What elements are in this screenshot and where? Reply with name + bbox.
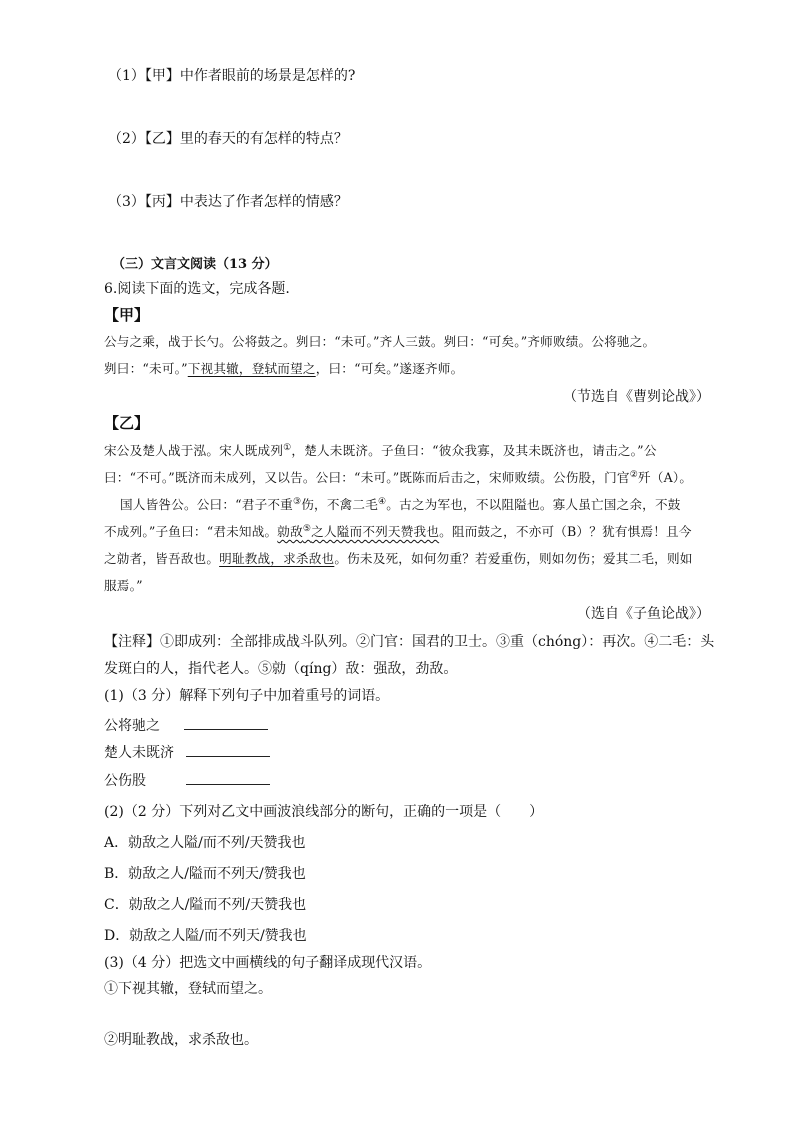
notes-line-2: 发斑白的人，指代老人。⑤勍（qíng）敌：强敌，劲敌。 xyxy=(104,661,458,677)
q2-option-d[interactable]: D．勍敌之人隘/而不列天/赞我也 xyxy=(104,928,307,944)
q2-stem: (2)（2 分）下列对乙文中画波浪线部分的断句，正确的一项是（ ） xyxy=(104,804,544,820)
question-1: （1）【甲】中作者眼前的场景是怎样的? xyxy=(108,68,356,84)
text-run: 不成列。”子鱼曰：“君未知战。 xyxy=(104,524,278,539)
passage-jia-line-1: 公与之乘，战于长勺。公将鼓之。刿曰：“未可。”齐人三鼓。刿曰：“可矣。”齐师败绩。公将驰之。 xyxy=(104,334,656,349)
text-run: 。古之为军也，不以阻隘也。寡人虽亡国之余，不鼓 xyxy=(386,497,681,512)
passage-yi-line-3 xyxy=(120,495,681,515)
q1-stem: (1)（3 分）解释下列句子中加着重号的词语。 xyxy=(104,688,390,704)
q3-item-1: ①下视其辙，登轼而望之。 xyxy=(104,981,272,997)
item-text: 公伤股 xyxy=(104,773,146,789)
footnote-marker: ③ xyxy=(292,496,302,507)
underlined-sentence-1: 下视其辙，登轼而望之 xyxy=(187,361,316,376)
question-2: （2）【乙】里的春天的有怎样的特点？ xyxy=(108,131,348,147)
q2-option-a[interactable]: A．勍敌之人隘/而不列/天赞我也 xyxy=(104,835,306,851)
passage-jia-line-2 xyxy=(104,359,463,379)
passage-yi-line-4 xyxy=(104,522,692,542)
text-run: 国人皆咎公。公曰：“君子不重 xyxy=(120,497,293,512)
footnote-marker: ② xyxy=(629,469,638,480)
q2-option-b[interactable]: B．勍敌之人/隘而不列天/赞我也 xyxy=(104,866,306,882)
passage-yi-line-2 xyxy=(104,468,692,488)
passage-yi-line-6: 服焉。” xyxy=(104,578,143,593)
notes-line-1: 【注释】①即成列：全部排成战斗队列。②门官：国君的卫士。③重（chóng）：再次。④二毛：头 xyxy=(104,634,715,650)
q1-item-2 xyxy=(104,742,270,763)
item-text: 楚人未既济 xyxy=(104,745,174,761)
text-run: 。伤未及死，如何勿重？若爱重伤，则如勿伤；爱其二毛，则如 xyxy=(334,551,693,566)
text-run: ，曰：“可矣。”遂逐齐师。 xyxy=(315,361,464,376)
text-run: 刿曰：“未可。” xyxy=(104,361,188,376)
underlined-sentence-2: 明耻教战，求杀敌也 xyxy=(219,551,335,566)
q3-item-2: ②明耻教战，求杀敌也。 xyxy=(104,1032,258,1048)
wavy-underlined-text xyxy=(277,524,439,539)
passage-jia-label: 【甲】 xyxy=(104,306,150,324)
passage-yi-line-1 xyxy=(104,441,657,461)
instruction: 6.阅读下面的选文，完成各题. xyxy=(104,281,290,297)
answer-blank[interactable] xyxy=(186,742,270,757)
q1-item-1 xyxy=(104,715,268,736)
question-3: （3）【丙】中表达了作者怎样的情感？ xyxy=(108,194,348,210)
text-run: 曰：“不可。”既济而未成列，又以告。公曰：“未可。”既陈而后击之，宋师败绩。公伤股，门官 xyxy=(104,470,630,485)
q2-option-c[interactable]: C．勍敌之人/隘而不列/天赞我也 xyxy=(104,897,307,913)
footnote-marker: ① xyxy=(283,442,292,453)
text-run: 勍敌 xyxy=(277,524,303,539)
answer-blank[interactable] xyxy=(184,715,268,730)
text-run: 。阻而鼓之，不亦可（B）？犹有惧焉！且今 xyxy=(439,524,692,539)
footnote-marker: ⑤ xyxy=(302,523,312,534)
q3-stem: (3)（4 分）把选文中画横线的句子翻译成现代汉语。 xyxy=(104,955,432,971)
passage-yi-source: （选自《子鱼论战》） xyxy=(577,606,710,622)
item-text: 公将驰之 xyxy=(104,718,160,734)
text-run: 之人隘而不列天赞我也 xyxy=(311,524,440,539)
passage-jia-source: （节选自《曹刿论战》） xyxy=(563,389,710,405)
text-run: 伤，不禽二毛 xyxy=(301,497,379,512)
answer-blank[interactable] xyxy=(186,770,270,785)
passage-yi-label: 【乙】 xyxy=(104,414,150,432)
text-run: ，楚人未既济。子鱼曰：“彼众我寡，及其未既济也，请击之。”公 xyxy=(291,443,657,458)
footnote-marker: ④ xyxy=(378,496,387,507)
section-title: （三）文言文阅读（13 分） xyxy=(112,257,278,272)
passage-yi-line-5 xyxy=(104,549,693,569)
text-run: 歼（A）。 xyxy=(637,470,693,485)
q1-item-3 xyxy=(104,770,270,791)
text-run: 之勍者，皆吾敌也。 xyxy=(104,551,220,566)
text-run: 宋公及楚人战于泓。宋人既成列 xyxy=(104,443,284,458)
